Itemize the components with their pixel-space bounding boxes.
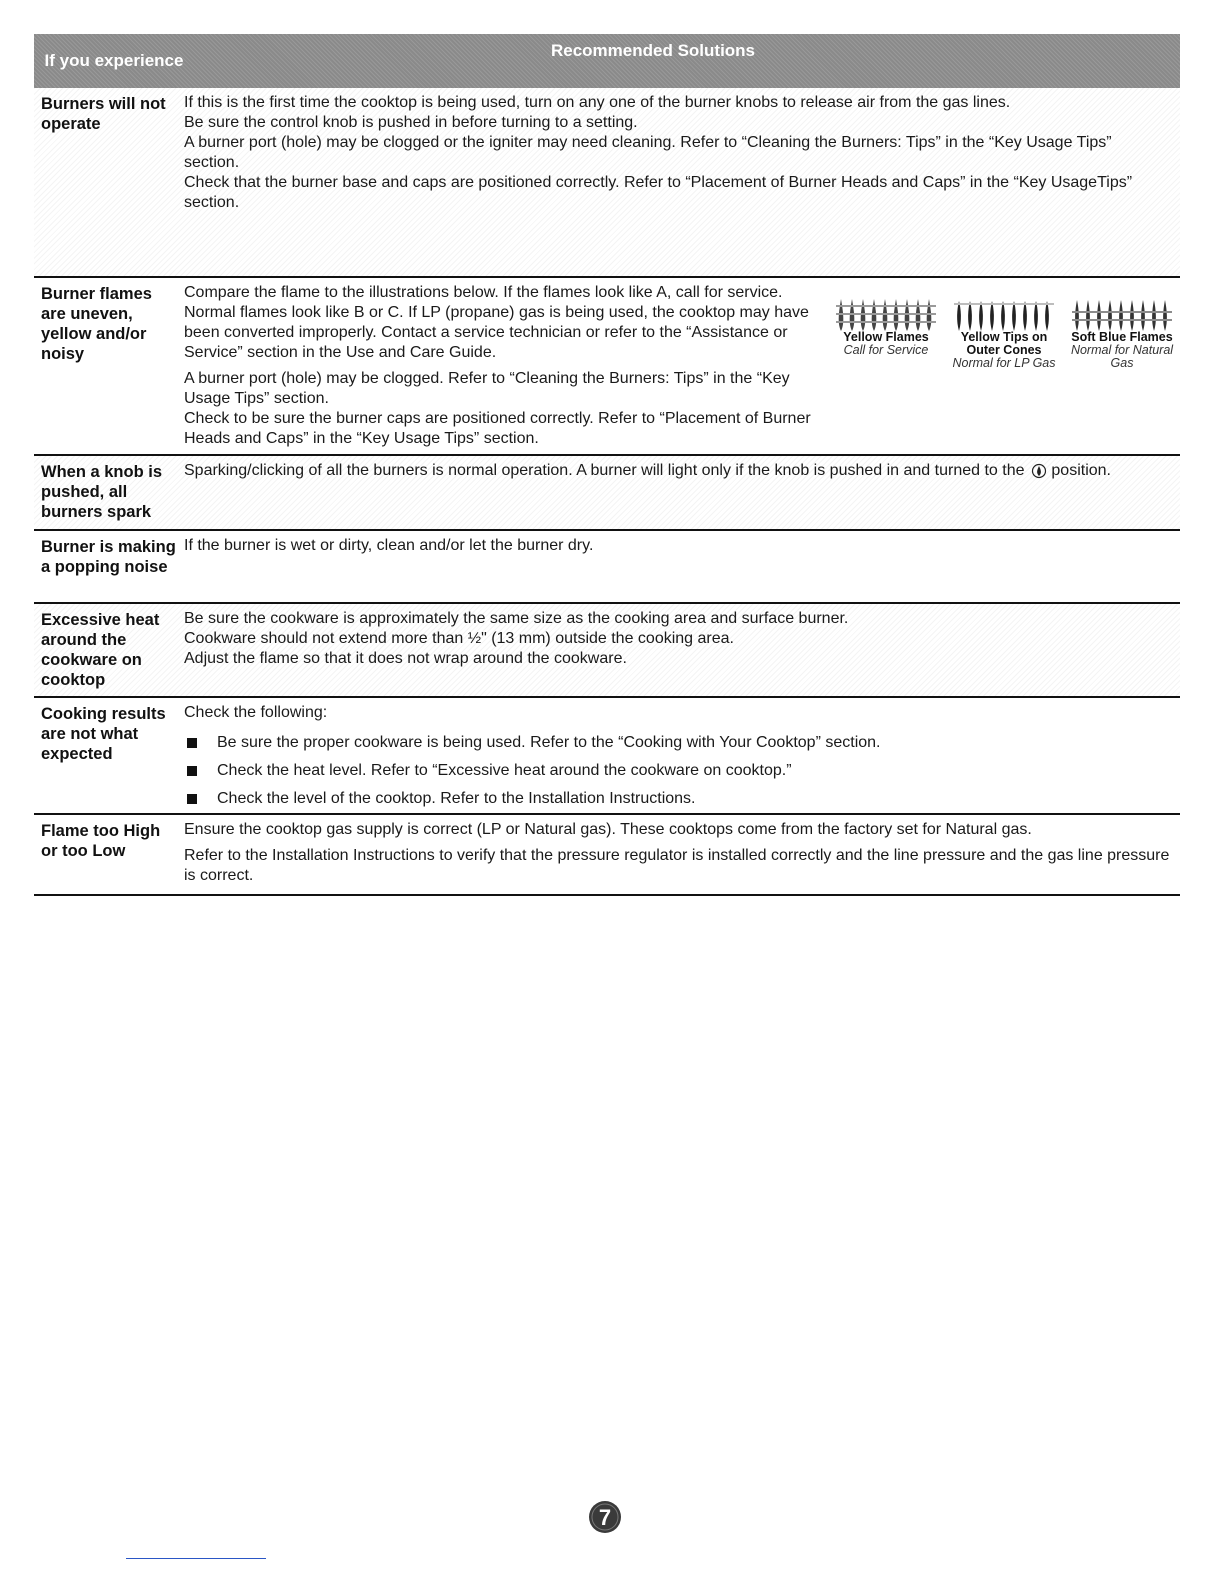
- solution-line: Be sure the control knob is pushed in before turning to a setting.: [184, 114, 638, 131]
- header-problem-column: If you experience: [44, 51, 184, 70]
- problem-label: Flame too High or too Low: [41, 822, 161, 860]
- solution-cell: [184, 698, 1180, 813]
- bullet-square-icon: [187, 766, 197, 776]
- table-row: [34, 88, 1180, 278]
- solution-cell: [184, 815, 1180, 894]
- bullet-square-icon: [187, 794, 197, 804]
- list-item: [184, 729, 1170, 757]
- flame-figure-b: [948, 297, 1060, 454]
- flame-title: Yellow Flames: [843, 330, 929, 344]
- flame-title: Yellow Tips on Outer Cones: [960, 330, 1048, 357]
- yellow-flames-icon: [836, 297, 936, 331]
- bullet-text: Check the level of the cooktop. Refer to the Installation Instructions.: [217, 790, 696, 807]
- solution-line: Check to be sure the burner caps are positioned correctly. Refer to “Placement of Burner Heads and Caps” in the “Key Usage Tips” section.: [184, 410, 811, 447]
- solution-intro: Check the following:: [184, 704, 328, 721]
- flame-figure-a: [830, 297, 942, 454]
- flame-light-icon: [1031, 461, 1047, 479]
- problem-label: Burners will not operate: [41, 95, 166, 133]
- header-solutions-column: Recommended Solutions: [550, 41, 756, 60]
- list-item: [184, 785, 1170, 813]
- list-item: [184, 757, 1170, 785]
- solution-line: Be sure the cookware is approximately the same size as the cooking area and surface burner.: [184, 610, 849, 627]
- table-row: [34, 278, 1180, 456]
- problem-label: Cooking results are not what expected: [41, 705, 166, 763]
- table-row: [34, 531, 1180, 604]
- problem-label: Excessive heat around the cookware on cooktop: [41, 611, 160, 689]
- solution-cell: [184, 531, 1180, 602]
- table-header: [34, 34, 1180, 88]
- yellow-tips-flames-icon: [954, 297, 1054, 331]
- table-row: [34, 604, 1180, 698]
- solution-line: Ensure the cooktop gas supply is correct (LP or Natural gas). These cooktops come from the factory set for Natural gas.: [184, 821, 1032, 838]
- solution-line: Refer to the Installation Instructions to verify that the pressure regulator is installed correctly and the line pressure and the gas line pressure is correct.: [184, 847, 1170, 884]
- bullet-square-icon: [187, 738, 197, 748]
- solution-line: A burner port (hole) may be clogged or the igniter may need cleaning. Refer to “Cleaning the Burners: Tips” in the “Key Usage Tips” section.: [184, 134, 1112, 171]
- solution-text-tail: position.: [1051, 462, 1111, 479]
- table-row: [34, 698, 1180, 815]
- solution-cell: [184, 604, 1180, 696]
- solution-cell: [184, 456, 1180, 529]
- solution-cell: [184, 88, 1180, 276]
- flame-note: Call for Service: [843, 343, 929, 357]
- solution-line: Compare the flame to the illustrations below. If the flames look like A, call for service. Normal flames look like B or C. If LP (propane) gas is being used, the cooktop may have been converted improperly. Contact a service technician or refer to the “Assistance or Service” section in the Use and Care Guide.: [184, 284, 809, 361]
- table-row: [34, 456, 1180, 531]
- soft-blue-flames-icon: [1072, 297, 1172, 331]
- solution-text: Sparking/clicking of all the burners is normal operation. A burner will light only if the knob is pushed in and turned to the: [184, 462, 1025, 479]
- flame-title: Soft Blue Flames: [1071, 330, 1173, 344]
- flame-note: Normal for Natural Gas: [1070, 343, 1174, 370]
- troubleshooting-table: [34, 34, 1180, 896]
- problem-label: Burner is making a popping noise: [41, 538, 176, 576]
- bullet-text: Be sure the proper cookware is being used. Refer to the “Cooking with Your Cooktop” section.: [217, 734, 881, 751]
- problem-label: When a knob is pushed, all burners spark: [41, 463, 163, 521]
- flame-note: Normal for LP Gas: [952, 356, 1056, 370]
- flame-illustrations: [824, 283, 1184, 454]
- solution-line: Check that the burner base and caps are positioned correctly. Refer to “Placement of Burner Heads and Caps” in the “Key UsageTips” section.: [184, 174, 1133, 211]
- page-number: 7: [598, 1505, 612, 1530]
- page-number-badge: [588, 1500, 622, 1534]
- bullet-text: Check the heat level. Refer to “Excessive heat around the cookware on cooktop.”: [217, 762, 792, 779]
- solution-line: A burner port (hole) may be clogged. Refer to “Cleaning the Burners: Tips” in the “Key Usage Tips” section.: [184, 370, 790, 407]
- solution-line: If this is the first time the cooktop is being used, turn on any one of the burner knobs to release air from the gas lines.: [184, 94, 1011, 111]
- solution-text: [184, 283, 824, 454]
- bullet-list: [184, 729, 1170, 813]
- solution-line: If the burner is wet or dirty, clean and/or let the burner dry.: [184, 537, 594, 554]
- solution-line: [184, 461, 1170, 481]
- flame-figure-c: [1066, 297, 1178, 454]
- table-row: [34, 815, 1180, 896]
- solution-line: Cookware should not extend more than ½" (13 mm) outside the cooking area.: [184, 630, 734, 647]
- problem-label: Burner flames are uneven, yellow and/or noisy: [41, 285, 152, 363]
- footer-rule: [126, 1558, 266, 1559]
- solution-cell: [184, 278, 1194, 454]
- solution-line: Adjust the flame so that it does not wrap around the cookware.: [184, 650, 627, 667]
